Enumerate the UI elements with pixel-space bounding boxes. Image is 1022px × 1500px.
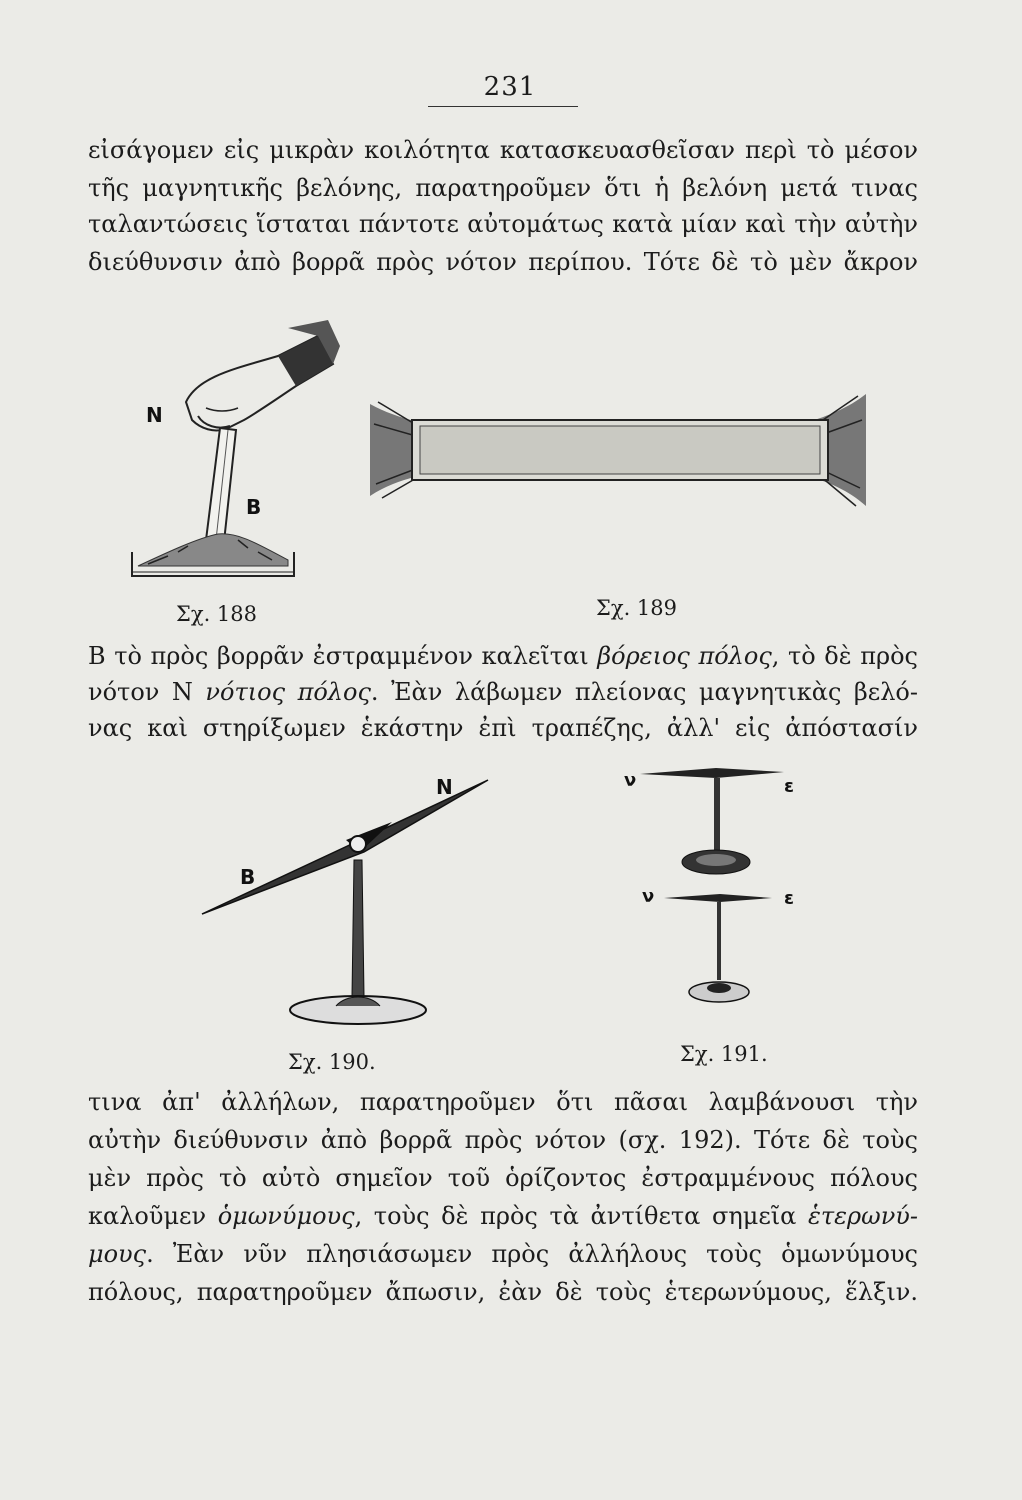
figure-189-bar-magnet (368, 384, 868, 514)
label-b: B (240, 865, 256, 889)
text-line (88, 642, 918, 670)
text-run: καλοῦμεν (88, 1202, 218, 1230)
text-line: νας καὶ στηρίξωμεν ἑκάστην ἐπὶ τραπέζης, ἀλλ' εἰς ἀπόστασίν (88, 714, 918, 742)
two-needles-illustration (620, 758, 820, 1018)
label-v-upper: ν (624, 770, 637, 791)
text-run: νότον Ν (88, 678, 206, 706)
caption-190: Σχ. 190. (288, 1050, 376, 1074)
text-line: αὐτὴν διεύθυνσιν ἀπὸ βορρᾶ πρὸς νότον (σχ. 192). Τότε δὲ τοὺς (88, 1126, 918, 1154)
text-line: τινα ἀπ' ἀλλήλων, παρατηροῦμεν ὅτι πᾶσαι λαμβάνουσι τὴν (88, 1088, 918, 1116)
text-line (88, 1240, 918, 1268)
term-homonymous: ὁμωνύμους (217, 1202, 355, 1230)
text-line (88, 678, 918, 706)
term-heteronymous-end: μους (88, 1240, 147, 1268)
term-south-pole: νότιος πόλος (205, 678, 371, 706)
figure-191-two-needles (620, 758, 820, 1018)
label-n: N (436, 775, 453, 799)
caption-188: Σχ. 188 (176, 602, 258, 626)
header-rule (428, 106, 578, 107)
caption-189: Σχ. 189 (596, 596, 678, 620)
text-run: Β τὸ πρὸς βορρᾶν ἐστραμμένον καλεῖται (88, 642, 598, 670)
text-run: , τὸ δὲ πρὸς (771, 642, 918, 670)
text-line (88, 1202, 918, 1230)
figure-190-compass-needle (196, 768, 506, 1032)
caption-191: Σχ. 191. (680, 1042, 768, 1066)
magnet-filings-illustration (128, 316, 348, 586)
label-v-lower: ν (642, 886, 655, 907)
figure-188-magnet-in-filings (128, 316, 348, 586)
label-e-lower: ε (784, 888, 795, 909)
label-e-upper: ε (784, 776, 795, 797)
text-run: . Ἐὰν λάβωμεν πλείονας μαγνητικὰς βελό- (370, 678, 918, 706)
bar-magnet-illustration (368, 384, 868, 514)
text-line: τῆς μαγνητικῆς βελόνης, παρατηροῦμεν ὅτι ἡ βελόνη μετά τινας (88, 174, 918, 202)
label-b: B (246, 495, 262, 519)
term-heteronymous: ἑτερωνύ- (807, 1202, 918, 1230)
compass-needle-illustration (196, 768, 506, 1032)
text-line: μὲν πρὸς τὸ αὐτὸ σημεῖον τοῦ ὁρίζοντος ἐστραμμένους πόλους (88, 1164, 918, 1192)
label-n: N (146, 403, 163, 427)
text-line: διεύθυνσιν ἀπὸ βορρᾶ πρὸς νότον περίπου. Τότε δὲ τὸ μὲν ἄκρον (88, 248, 918, 276)
text-run: , τοὺς δὲ πρὸς τὰ ἀντίθετα σημεῖα (354, 1202, 808, 1230)
text-line: ταλαντώσεις ἵσταται πάντοτε αὐτομάτως κατὰ μίαν καὶ τὴν αὐτὴν (88, 210, 918, 238)
term-north-pole: βόρειος πόλος (597, 642, 772, 670)
text-line: πόλους, παρατηροῦμεν ἄπωσιν, ἐὰν δὲ τοὺς ἑτερωνύμους, ἕλξιν. (88, 1278, 918, 1306)
text-run: . Ἐὰν νῦν πλησιάσωμεν πρὸς ἀλλήλους τοὺς ὁμωνύμους (146, 1240, 918, 1268)
text-line: εἰσάγομεν εἰς μικρὰν κοιλότητα κατασκευασθεῖσαν περὶ τὸ μέσον (88, 136, 918, 164)
page-number: 231 (483, 72, 537, 102)
